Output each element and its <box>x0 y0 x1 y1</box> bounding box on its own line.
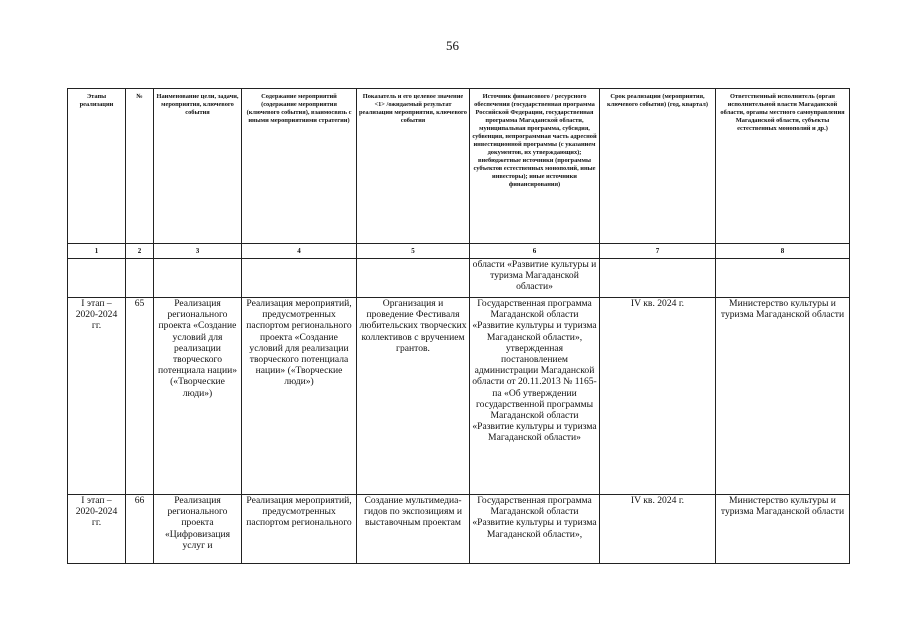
column-number: 4 <box>242 244 357 259</box>
table-cell: области «Развитие культуры и туризма Магаданской области» <box>470 259 600 298</box>
content-cell: Реализация мероприятий, предусмотренных паспортом регионального <box>242 495 357 564</box>
table-cell <box>716 259 850 298</box>
header-row <box>68 89 850 244</box>
source-cell: Государственная программа Магаданской области «Развитие культуры и туризма Магаданской области», утвержденная постановлением администрации Магаданской области от 20.11.2013 № 1165-па «Об утверждении государственной программы Магаданской области «Развитие культуры и туризма Магаданской области» <box>470 298 600 495</box>
source-cell: Государственная программа Магаданской области «Развитие культуры и туризма Магаданской области», <box>470 495 600 564</box>
column-number: 8 <box>716 244 850 259</box>
stage-cell: I этап – 2020-2024 гг. <box>68 298 126 495</box>
table-row <box>68 495 850 564</box>
header-number: № <box>126 89 154 244</box>
executor-cell: Министерство культуры и туризма Магаданской области <box>716 495 850 564</box>
page-number: 56 <box>446 38 459 53</box>
indicator-cell: Создание мультимедиа-гидов по экспозициям и выставочным проектам <box>357 495 470 564</box>
header-content: Содержание мероприятий (содержание мероприятия (ключевого события), взаимосвязь с иными мероприятиями стратегии) <box>242 89 357 244</box>
column-number: 3 <box>154 244 242 259</box>
column-number: 6 <box>470 244 600 259</box>
stage-cell: I этап – 2020-2024 гг. <box>68 495 126 564</box>
executor-cell: Министерство культуры и туризма Магаданской области <box>716 298 850 495</box>
column-number: 2 <box>126 244 154 259</box>
table-row <box>68 298 850 495</box>
column-number: 7 <box>600 244 716 259</box>
table-cell <box>357 259 470 298</box>
header-indicator: Показатель и его целевое значение <1> /ожидаемый результат реализации мероприятия, ключевого события <box>357 89 470 244</box>
number-cell: 65 <box>126 298 154 495</box>
column-number-row <box>68 244 850 259</box>
deadline-cell: IV кв. 2024 г. <box>600 495 716 564</box>
table-cell <box>154 259 242 298</box>
indicator-cell: Организация и проведение Фестиваля любительских творческих коллективов с вручением грантов. <box>357 298 470 495</box>
content-cell: Реализация мероприятий, предусмотренных паспортом регионального проекта «Создание условий для реализации творческого потенциала нации» («Творческие люди») <box>242 298 357 495</box>
header-name: Наименование цели, задачи, мероприятия, ключевого события <box>154 89 242 244</box>
table-cell <box>242 259 357 298</box>
name-cell: Реализация регионального проекта «Цифровизация услуг и <box>154 495 242 564</box>
deadline-cell: IV кв. 2024 г. <box>600 298 716 495</box>
column-number: 1 <box>68 244 126 259</box>
header-stage: Этапы реализации <box>68 89 126 244</box>
name-cell: Реализация регионального проекта «Создание условий для реализации творческого потенциала нации» («Творческие люди») <box>154 298 242 495</box>
header-executor: Ответственный исполнитель (орган исполнительной власти Магаданской области, органы местного самоуправления Магаданской области, субъекты естественных монополий и др.) <box>716 89 850 244</box>
table-cell <box>600 259 716 298</box>
column-number: 5 <box>357 244 470 259</box>
table-cell <box>68 259 126 298</box>
header-deadline: Срок реализации (мероприятия, ключевого события) (год, квартал) <box>600 89 716 244</box>
continuation-row <box>68 259 850 298</box>
strategy-table <box>67 88 850 564</box>
number-cell: 66 <box>126 495 154 564</box>
header-source: Источник финансового / ресурсного обеспечения (государственная программа Российской Федерации, государственная программа Магаданской области, муниципальная программа, субсидия, субвенция, непрограммная часть адресной инвестиционной программы (с указанием документов, их утверждающих); внебюджетные источники (программы субъектов естественных монополий, иные инвесторы); иные источники финансирования) <box>470 89 600 244</box>
table-cell <box>126 259 154 298</box>
